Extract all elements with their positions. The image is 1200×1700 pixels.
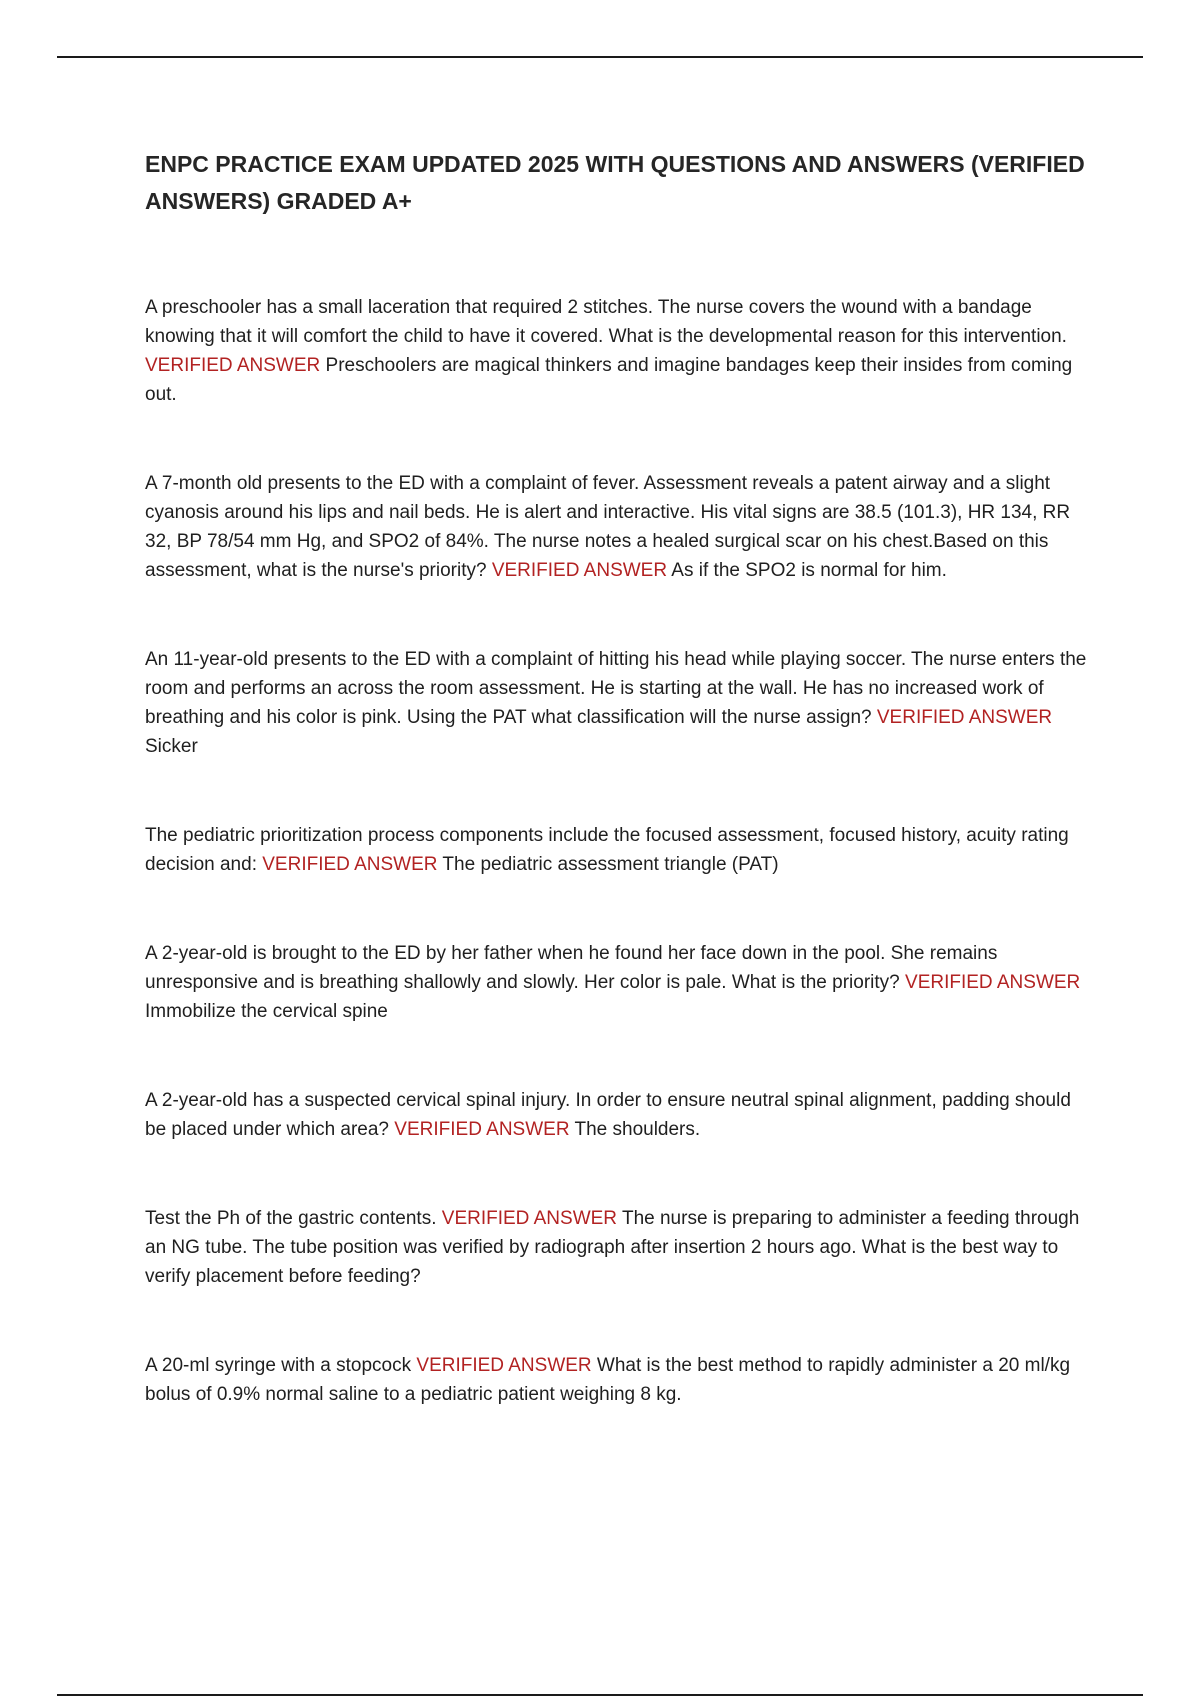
answer-text: As if the SPO2 is normal for him. [667,560,947,581]
verified-answer-label: VERIFIED ANSWER [876,707,1053,728]
question-text: The pediatric prioritization process components include the focused assessment, focused history, acuity rating decision and: [145,825,1069,875]
question-text: A 2-year-old has a suspected cervical spinal injury. In order to ensure neutral spinal alignment, padding should be placed under which area? [145,1090,1071,1140]
verified-answer-label: VERIFIED ANSWER [905,972,1081,993]
verified-answer-label: VERIFIED ANSWER [416,1355,592,1376]
qa-item-4 [145,821,1090,879]
answer-text: Preschoolers are magical thinkers and imagine bandages keep their insides from coming out. [145,355,1073,405]
qa-item-3 [145,645,1090,761]
verified-answer-label: VERIFIED ANSWER [262,854,438,875]
verified-answer-label: VERIFIED ANSWER [394,1119,570,1140]
qa-item-8 [145,1351,1090,1409]
qa-item-5 [145,939,1090,1026]
question-text: A preschooler has a small laceration that required 2 stitches. The nurse covers the wound with a bandage knowing that it will comfort the child to have it covered. What is the developmental reason for this intervention. [145,297,1067,347]
question-text: An 11-year-old presents to the ED with a complaint of hitting his head while playing soccer. The nurse enters the room and performs an across the room assessment. He is starting at the wall. He has no increased work of breathing and his color is pink. Using the PAT what classification will the nurse assign? [145,649,1087,728]
bottom-rule [57,1694,1143,1696]
verified-answer-label: VERIFIED ANSWER [491,560,668,581]
document-body [145,146,1090,1409]
qa-item-6 [145,1086,1090,1144]
answer-text: The nurse is preparing to administer a feeding through an NG tube. The tube position was verified by radiograph after insertion 2 hours ago. What is the best way to verify placement before feeding? [145,1208,1080,1287]
verified-answer-label: VERIFIED ANSWER [145,355,321,376]
answer-text: The shoulders. [569,1119,701,1140]
document-title: ENPC PRACTICE EXAM UPDATED 2025 WITH QUESTIONS AND ANSWERS (VERIFIED ANSWERS) GRADED A+ [145,151,1085,214]
answer-text: What is the best method to rapidly administer a 20 ml/kg bolus of 0.9% normal saline to a pediatric patient weighing 8 kg. [145,1355,1071,1405]
qa-item-1 [145,293,1090,409]
answer-text: The pediatric assessment triangle (PAT) [437,854,779,875]
qa-item-2 [145,469,1090,585]
qa-item-7 [145,1204,1090,1291]
question-text: A 7-month old presents to the ED with a complaint of fever. Assessment reveals a patent airway and a slight cyanosis around his lips and nail beds. He is alert and interactive. His vital signs are 38.5 (101.3), HR 134, RR 32, BP 78/54 mm Hg, and SPO2 of 84%. The nurse notes a healed surgical scar on his chest.Based on this assessment, what is the nurse's priority? [145,473,1071,581]
top-rule [57,56,1143,58]
question-text: A 20-ml syringe with a stopcock [145,1355,417,1376]
question-text: A 2-year-old is brought to the ED by her father when he found her face down in the pool. She remains unresponsive and is breathing shallowly and slowly. Her color is pale. What is the priority? [145,943,998,993]
answer-text: Immobilize the cervical spine [145,1001,388,1022]
question-text: Test the Ph of the gastric contents. [145,1208,442,1229]
answer-text: Sicker [145,736,198,757]
verified-answer-label: VERIFIED ANSWER [441,1208,618,1229]
